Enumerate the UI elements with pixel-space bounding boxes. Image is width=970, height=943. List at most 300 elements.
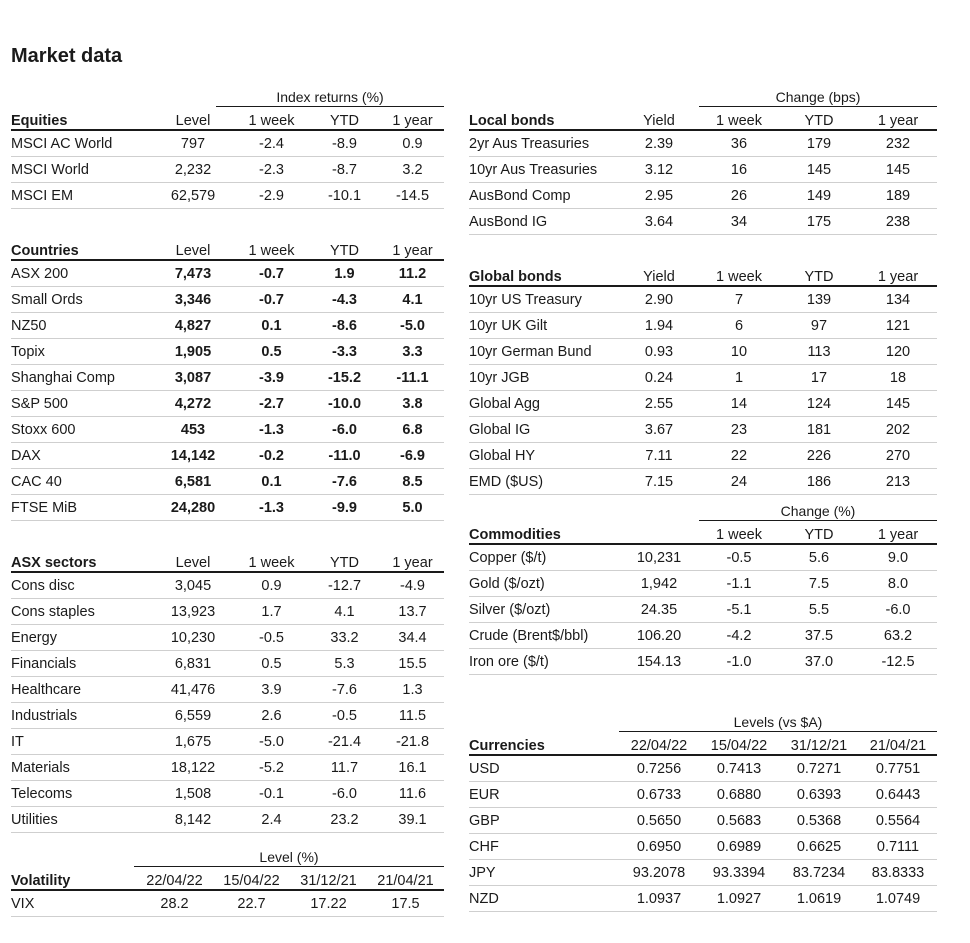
row-value: 7 xyxy=(734,291,744,308)
row-value: -10.0 xyxy=(327,395,362,412)
table-row xyxy=(469,834,937,860)
table-header-row xyxy=(11,867,444,891)
column-header: 31/12/21 xyxy=(790,738,848,754)
row-value: 2.6 xyxy=(261,707,282,724)
row-value: -6.0 xyxy=(332,421,357,438)
row-value: -0.7 xyxy=(259,291,284,308)
row-value: -0.5 xyxy=(332,707,357,724)
row-value: 3,045 xyxy=(174,577,212,594)
row-value: 213 xyxy=(885,473,911,490)
row-value: -8.6 xyxy=(332,317,357,334)
row-value: 0.93 xyxy=(644,343,674,360)
row-value: 28.2 xyxy=(160,895,189,912)
row-value: 1.0927 xyxy=(716,890,762,907)
column-header: 21/04/21 xyxy=(869,738,927,754)
column-header: 22/04/22 xyxy=(630,738,688,754)
row-value: 0.1 xyxy=(261,317,282,334)
row-label: NZ50 xyxy=(11,317,47,334)
row-value: 17 xyxy=(810,369,828,386)
row-value: 6,581 xyxy=(174,473,212,490)
table-row xyxy=(11,261,444,287)
row-value: 0.5564 xyxy=(875,812,921,829)
table-row xyxy=(469,391,937,417)
table-row xyxy=(11,287,444,313)
row-value: 6,559 xyxy=(174,707,212,724)
table-row xyxy=(11,755,444,781)
table-row xyxy=(11,807,444,833)
row-value: -4.3 xyxy=(332,291,357,308)
column-header: 1 week xyxy=(716,527,762,543)
table-row xyxy=(469,313,937,339)
row-value: 34.4 xyxy=(398,629,427,646)
row-value: 10,231 xyxy=(636,549,682,566)
column-group-label: Levels (vs $A) xyxy=(733,714,823,730)
column-header: Level xyxy=(175,113,211,129)
row-label: ASX 200 xyxy=(11,265,69,282)
row-value: 5.3 xyxy=(334,655,355,672)
row-label: MSCI EM xyxy=(11,187,74,204)
row-value: 2.95 xyxy=(644,187,674,204)
row-value: -11.0 xyxy=(328,447,361,464)
table-header-row xyxy=(469,107,937,131)
column-group-header xyxy=(469,85,937,107)
row-value: 3.12 xyxy=(644,161,674,178)
row-label: Gold ($/ozt) xyxy=(469,575,545,592)
table-row xyxy=(11,677,444,703)
row-label: Utilities xyxy=(11,811,58,828)
row-label: Telecoms xyxy=(11,785,73,802)
row-value: 120 xyxy=(885,343,911,360)
row-value: 2.90 xyxy=(644,291,674,308)
global-bonds-table xyxy=(469,263,937,495)
row-value: 62,579 xyxy=(170,187,216,204)
table-header-row xyxy=(469,732,937,756)
row-value: 7.15 xyxy=(644,473,674,490)
table-header-row xyxy=(469,521,937,545)
row-label: AusBond Comp xyxy=(469,187,571,204)
column-header: YTD xyxy=(330,243,359,259)
row-value: -11.1 xyxy=(396,369,429,386)
group-underline xyxy=(699,106,937,107)
row-value: 106.20 xyxy=(636,627,682,644)
row-value: -0.1 xyxy=(259,785,284,802)
row-label: Financials xyxy=(11,655,77,672)
row-value: -6.0 xyxy=(885,601,911,618)
row-value: 149 xyxy=(806,187,832,204)
table-row xyxy=(11,391,444,417)
table-row xyxy=(469,365,937,391)
column-header: 15/04/22 xyxy=(710,738,768,754)
row-label: Stoxx 600 xyxy=(11,421,76,438)
row-value: 11.2 xyxy=(398,265,427,282)
row-value: 3.8 xyxy=(402,395,423,412)
table-row xyxy=(11,573,444,599)
row-value: 0.6625 xyxy=(796,838,842,855)
row-value: 1.0749 xyxy=(875,890,921,907)
column-group-header xyxy=(469,710,937,732)
row-value: 17.5 xyxy=(391,895,420,912)
row-value: -0.7 xyxy=(259,265,284,282)
column-header: 1 year xyxy=(392,243,433,259)
row-label: MSCI World xyxy=(11,161,89,178)
row-value: 23.2 xyxy=(330,811,359,828)
row-label: Energy xyxy=(11,629,57,646)
row-value: 202 xyxy=(885,421,911,438)
section-title: Countries xyxy=(11,243,79,259)
row-value: 0.9 xyxy=(261,577,282,594)
row-value: -9.9 xyxy=(332,499,357,516)
row-value: -0.2 xyxy=(259,447,284,464)
column-header: 1 week xyxy=(716,269,762,285)
row-value: -21.4 xyxy=(327,733,362,750)
row-value: 145 xyxy=(885,395,911,412)
column-header: YTD xyxy=(330,113,359,129)
row-value: 18,122 xyxy=(170,759,216,776)
row-value: 11.6 xyxy=(398,785,427,802)
row-value: -6.0 xyxy=(332,785,357,802)
row-value: 11.7 xyxy=(330,759,359,776)
row-label: Small Ords xyxy=(11,291,83,308)
row-value: -4.9 xyxy=(400,577,425,594)
row-value: 1,508 xyxy=(174,785,212,802)
row-value: 1.0937 xyxy=(636,890,682,907)
table-row xyxy=(469,469,937,495)
row-value: -1.3 xyxy=(259,499,284,516)
row-value: 0.5368 xyxy=(796,812,842,829)
table-row xyxy=(11,703,444,729)
table-row xyxy=(11,651,444,677)
row-label: 10yr German Bund xyxy=(469,343,592,360)
column-header: 1 week xyxy=(716,113,762,129)
row-label: Healthcare xyxy=(11,681,82,698)
row-value: 134 xyxy=(885,291,911,308)
section-title: Global bonds xyxy=(469,269,562,285)
column-header: 1 week xyxy=(248,113,295,129)
row-label: 10yr Aus Treasuries xyxy=(469,161,598,178)
row-value: 0.7751 xyxy=(875,760,921,777)
row-value: -1.3 xyxy=(259,421,284,438)
row-value: 0.6443 xyxy=(875,786,921,803)
row-value: -6.9 xyxy=(400,447,425,464)
row-value: -14.5 xyxy=(395,187,430,204)
row-value: 2.55 xyxy=(644,395,674,412)
row-value: 0.9 xyxy=(402,135,423,152)
row-value: 6 xyxy=(734,317,744,334)
table-row xyxy=(11,339,444,365)
row-value: 13.7 xyxy=(398,603,427,620)
row-value: 0.5 xyxy=(261,655,282,672)
row-label: EUR xyxy=(469,786,500,803)
row-value: 8.0 xyxy=(887,575,909,592)
table-row xyxy=(11,495,444,521)
page-title: Market data xyxy=(11,45,123,67)
row-value: 4,272 xyxy=(174,395,212,412)
table-header-row xyxy=(11,549,444,573)
column-header: 1 year xyxy=(877,113,919,129)
row-label: Global IG xyxy=(469,421,531,438)
table-row xyxy=(469,860,937,886)
row-label: 10yr UK Gilt xyxy=(469,317,548,334)
column-header: 1 year xyxy=(877,269,919,285)
row-label: Global HY xyxy=(469,447,536,464)
table-row xyxy=(11,729,444,755)
column-header: Yield xyxy=(643,269,675,285)
column-header: 22/04/22 xyxy=(146,873,203,889)
row-value: 7.11 xyxy=(645,447,673,464)
row-value: 124 xyxy=(806,395,832,412)
group-underline xyxy=(619,731,937,732)
row-label: S&P 500 xyxy=(11,395,68,412)
column-header: YTD xyxy=(804,269,834,285)
row-value: 9.0 xyxy=(887,549,909,566)
row-value: 139 xyxy=(806,291,832,308)
row-value: -4.2 xyxy=(726,627,752,644)
row-value: 97 xyxy=(810,317,828,334)
row-value: -2.9 xyxy=(259,187,284,204)
row-label: GBP xyxy=(469,812,500,829)
row-value: 3.3 xyxy=(402,343,423,360)
volatility-table xyxy=(11,845,444,917)
row-value: 121 xyxy=(885,317,911,334)
row-value: 4.1 xyxy=(334,603,355,620)
row-value: -8.7 xyxy=(332,161,357,178)
column-header: YTD xyxy=(804,113,834,129)
row-value: 2.4 xyxy=(261,811,282,828)
row-value: 15.5 xyxy=(398,655,427,672)
column-header: 31/12/21 xyxy=(300,873,357,889)
commodities-table xyxy=(469,499,937,675)
row-value: 0.7111 xyxy=(876,838,920,855)
group-underline xyxy=(699,520,937,521)
local-bonds-table xyxy=(469,85,937,235)
section-title: ASX sectors xyxy=(11,555,97,571)
table-row xyxy=(469,131,937,157)
row-value: 1,675 xyxy=(174,733,212,750)
row-value: -8.9 xyxy=(332,135,357,152)
row-value: 0.6880 xyxy=(716,786,762,803)
row-value: 10,230 xyxy=(170,629,216,646)
row-label: CAC 40 xyxy=(11,473,62,490)
row-value: 39.1 xyxy=(398,811,427,828)
row-value: 7.5 xyxy=(808,575,830,592)
row-value: 2.39 xyxy=(644,135,674,152)
row-value: 5.6 xyxy=(808,549,830,566)
row-value: 93.3394 xyxy=(712,864,766,881)
table-row xyxy=(469,756,937,782)
column-group-label: Change (%) xyxy=(780,503,856,519)
row-value: -12.5 xyxy=(881,653,915,670)
row-value: 0.7271 xyxy=(796,760,842,777)
row-value: 238 xyxy=(885,213,911,230)
row-label: Cons staples xyxy=(11,603,95,620)
section-title: Commodities xyxy=(469,527,561,543)
row-value: 181 xyxy=(806,421,832,438)
row-value: 23 xyxy=(730,421,748,438)
row-value: 0.7413 xyxy=(716,760,762,777)
equities-table xyxy=(11,85,444,209)
row-value: 17.22 xyxy=(310,895,347,912)
row-value: 8,142 xyxy=(174,811,212,828)
table-header-row xyxy=(11,107,444,131)
row-label: 2yr Aus Treasuries xyxy=(469,135,590,152)
row-value: 145 xyxy=(806,161,832,178)
row-value: -2.3 xyxy=(259,161,284,178)
section-title: Local bonds xyxy=(469,113,555,129)
column-header: 1 week xyxy=(248,243,295,259)
row-value: 0.5683 xyxy=(716,812,762,829)
table-row xyxy=(11,183,444,209)
row-value: -0.5 xyxy=(726,549,752,566)
column-header: 1 year xyxy=(392,555,433,571)
table-row xyxy=(11,417,444,443)
column-header: 1 year xyxy=(392,113,433,129)
table-row xyxy=(469,209,937,235)
row-value: 63.2 xyxy=(883,627,913,644)
row-label: Copper ($/t) xyxy=(469,549,547,566)
table-row xyxy=(11,131,444,157)
table-row xyxy=(11,781,444,807)
row-value: -0.5 xyxy=(259,629,284,646)
section-title: Volatility xyxy=(11,873,71,889)
table-row xyxy=(469,339,937,365)
row-label: JPY xyxy=(469,864,496,881)
row-value: 6.8 xyxy=(402,421,423,438)
table-row xyxy=(11,313,444,339)
row-label: NZD xyxy=(469,890,499,907)
row-value: 179 xyxy=(806,135,832,152)
row-value: 0.5 xyxy=(261,343,282,360)
row-label: AusBond IG xyxy=(469,213,548,230)
row-label: 10yr JGB xyxy=(469,369,530,386)
row-value: -21.8 xyxy=(395,733,430,750)
column-group-header xyxy=(469,499,937,521)
column-header: YTD xyxy=(330,555,359,571)
row-value: 1,942 xyxy=(640,575,678,592)
row-value: 18 xyxy=(889,369,907,386)
row-label: USD xyxy=(469,760,500,777)
row-value: -1.1 xyxy=(726,575,752,592)
column-header: 21/04/21 xyxy=(377,873,434,889)
row-value: 24 xyxy=(730,473,748,490)
row-value: 37.5 xyxy=(804,627,834,644)
row-value: 83.8333 xyxy=(871,864,925,881)
row-label: CHF xyxy=(469,838,499,855)
table-row xyxy=(469,545,937,571)
row-value: 3.67 xyxy=(644,421,674,438)
row-value: 0.6393 xyxy=(796,786,842,803)
row-value: 3.2 xyxy=(402,161,423,178)
row-value: 0.5650 xyxy=(636,812,682,829)
column-header: Level xyxy=(175,555,211,571)
row-label: Global Agg xyxy=(469,395,540,412)
row-value: 797 xyxy=(180,135,206,152)
row-value: 7,473 xyxy=(174,265,212,282)
table-row xyxy=(11,625,444,651)
row-value: -10.1 xyxy=(327,187,362,204)
row-value: 1.7 xyxy=(261,603,282,620)
table-row xyxy=(469,157,937,183)
row-label: DAX xyxy=(11,447,41,464)
row-value: 3.64 xyxy=(644,213,674,230)
row-value: -7.6 xyxy=(332,681,357,698)
row-value: -2.4 xyxy=(259,135,284,152)
row-value: 8.5 xyxy=(402,473,423,490)
row-value: -7.6 xyxy=(332,473,357,490)
row-value: 232 xyxy=(885,135,911,152)
row-value: 0.24 xyxy=(644,369,674,386)
table-row xyxy=(469,649,937,675)
table-row xyxy=(469,597,937,623)
row-value: 3,087 xyxy=(174,369,212,386)
asx-sectors-table xyxy=(11,549,444,833)
row-value: 453 xyxy=(180,421,206,438)
row-value: 34 xyxy=(730,213,748,230)
row-value: -5.0 xyxy=(400,317,425,334)
row-value: -1.0 xyxy=(726,653,752,670)
table-row xyxy=(469,417,937,443)
row-value: 186 xyxy=(806,473,832,490)
column-header: YTD xyxy=(804,527,834,543)
row-value: -12.7 xyxy=(327,577,362,594)
row-value: 2,232 xyxy=(174,161,212,178)
row-value: -5.1 xyxy=(726,601,752,618)
row-label: Shanghai Comp xyxy=(11,369,115,386)
row-value: 26 xyxy=(730,187,748,204)
row-value: 1.3 xyxy=(402,681,423,698)
row-value: 33.2 xyxy=(330,629,359,646)
table-row xyxy=(469,443,937,469)
row-label: Crude (Brent$/bbl) xyxy=(469,627,589,644)
table-row xyxy=(469,782,937,808)
row-value: 24.35 xyxy=(640,601,678,618)
row-value: -5.2 xyxy=(259,759,284,776)
row-label: Materials xyxy=(11,759,70,776)
row-label: Industrials xyxy=(11,707,78,724)
currencies-table xyxy=(469,710,937,912)
row-value: -3.3 xyxy=(332,343,357,360)
group-underline xyxy=(134,866,444,867)
row-label: Topix xyxy=(11,343,45,360)
row-value: -15.2 xyxy=(327,369,362,386)
table-row xyxy=(469,287,937,313)
row-label: Silver ($/ozt) xyxy=(469,601,551,618)
group-underline xyxy=(216,106,444,107)
row-label: EMD ($US) xyxy=(469,473,544,490)
column-group-label: Level (%) xyxy=(259,849,319,865)
row-value: 6,831 xyxy=(174,655,212,672)
table-row xyxy=(11,365,444,391)
table-row xyxy=(11,599,444,625)
row-value: 5.0 xyxy=(402,499,423,516)
row-value: 0.6950 xyxy=(636,838,682,855)
row-value: -2.7 xyxy=(259,395,284,412)
row-value: -5.0 xyxy=(259,733,284,750)
row-value: 14,142 xyxy=(170,447,216,464)
row-value: 1 xyxy=(734,369,744,386)
row-value: 1.9 xyxy=(334,265,355,282)
row-label: FTSE MiB xyxy=(11,499,78,516)
column-header: 15/04/22 xyxy=(223,873,280,889)
row-value: 41,476 xyxy=(170,681,216,698)
row-value: 5.5 xyxy=(808,601,830,618)
row-value: 93.2078 xyxy=(632,864,686,881)
row-value: 37.0 xyxy=(804,653,834,670)
table-row xyxy=(11,891,444,917)
column-group-header xyxy=(11,85,444,107)
row-value: 22.7 xyxy=(237,895,266,912)
column-header: Level xyxy=(175,243,211,259)
row-value: -3.9 xyxy=(259,369,284,386)
